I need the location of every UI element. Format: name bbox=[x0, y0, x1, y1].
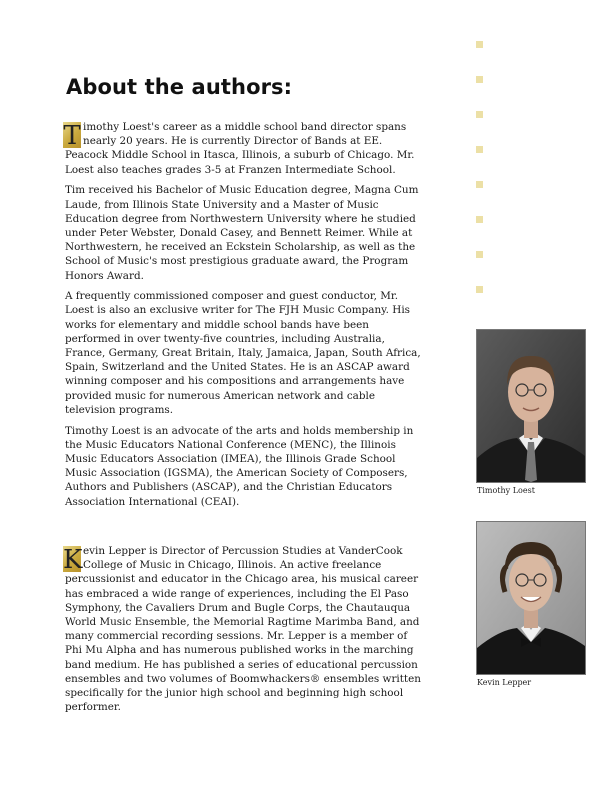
bio-paragraph: Timothy Loest is an advocate of the arts and holds membership in the Music Educators National Conference (MENC), the Illinois Music Educators Association (IMEA), the Illinois Grade School Music Association (IGSMA), the American Society of Composers, Authors and Publishers (ASCAP), and the Christian Educators Association International (CEAI). bbox=[65, 424, 414, 508]
bio-paragraph bbox=[65, 544, 425, 714]
drop-cap: K bbox=[63, 545, 83, 575]
author-photo-loest bbox=[476, 329, 586, 483]
author-photo-lepper bbox=[476, 521, 586, 675]
decorative-square bbox=[476, 286, 483, 293]
author-bio-lepper bbox=[65, 544, 425, 721]
decorative-squares bbox=[476, 41, 484, 321]
author-bio-loest bbox=[65, 120, 425, 515]
decorative-square bbox=[476, 146, 483, 153]
portrait-lepper bbox=[477, 522, 585, 674]
decorative-square bbox=[476, 76, 483, 83]
decorative-square bbox=[476, 111, 483, 118]
decorative-square bbox=[476, 41, 483, 48]
drop-cap: T bbox=[63, 121, 81, 151]
photo-caption: Kevin Lepper bbox=[477, 678, 532, 687]
decorative-square bbox=[476, 216, 483, 223]
bio-paragraph: A frequently commissioned composer and guest conductor, Mr. Loest is also an exclusive writer for The FJH Music Company. His works for elementary and middle school bands have been performed in over twenty-five countries, including Australia, France, Germany, Great Britain, Italy, Jamaica, Japan, South Africa, Spain, Switzerland and the United States. He is an ASCAP award winning composer and his compositions and arrangements have provided music for numerous American network and cable television programs. bbox=[65, 290, 421, 416]
bio-paragraph bbox=[65, 120, 425, 177]
bio-paragraph: Tim received his Bachelor of Music Education degree, Magna Cum Laude, from Illinois State University and a Master of Music Education degree from Northwestern University where he studied under Peter Webster, Donald Casey, and Bennett Reimer. While at Northwestern, he received an Eckstein Scholarship, as well as the School of Music's most prestigious graduate award, the Program Honors Award. bbox=[65, 184, 419, 282]
decorative-square bbox=[476, 251, 483, 258]
bio-text: evin Lepper is Director of Percussion Studies at VanderCook College of Music in Chicago, Illinois. An active freelance percussionist and educator in the Chicago area, his musical career has embraced a wide range of experiences, including the El Paso Symphony, the Cavaliers Drum and Bugle Corps, the Chautauqua World Music Ensemble, the Memorial Ragtime Marimba Band, and many commercial recording sessions. Mr. Lepper is a member of Phi Mu Alpha and has numerous published works in the marching band medium. He has published a series of educational percussion ensembles and two volumes of Boomwhackers® ensembles written specifically for the junior high school and beginning high school performer. bbox=[65, 545, 421, 714]
photo-caption: Timothy Loest bbox=[477, 486, 535, 495]
page-title: About the authors: bbox=[66, 75, 293, 99]
decorative-square bbox=[476, 181, 483, 188]
portrait-loest bbox=[477, 330, 585, 482]
bio-text: imothy Loest's career as a middle school band director spans nearly 20 years. He is currently Director of Bands at EE. Peacock Middle School in Itasca, Illinois, a suburb of Chicago. Mr. Loest also teaches grades 3-5 at Franzen Intermediate School. bbox=[65, 121, 415, 176]
